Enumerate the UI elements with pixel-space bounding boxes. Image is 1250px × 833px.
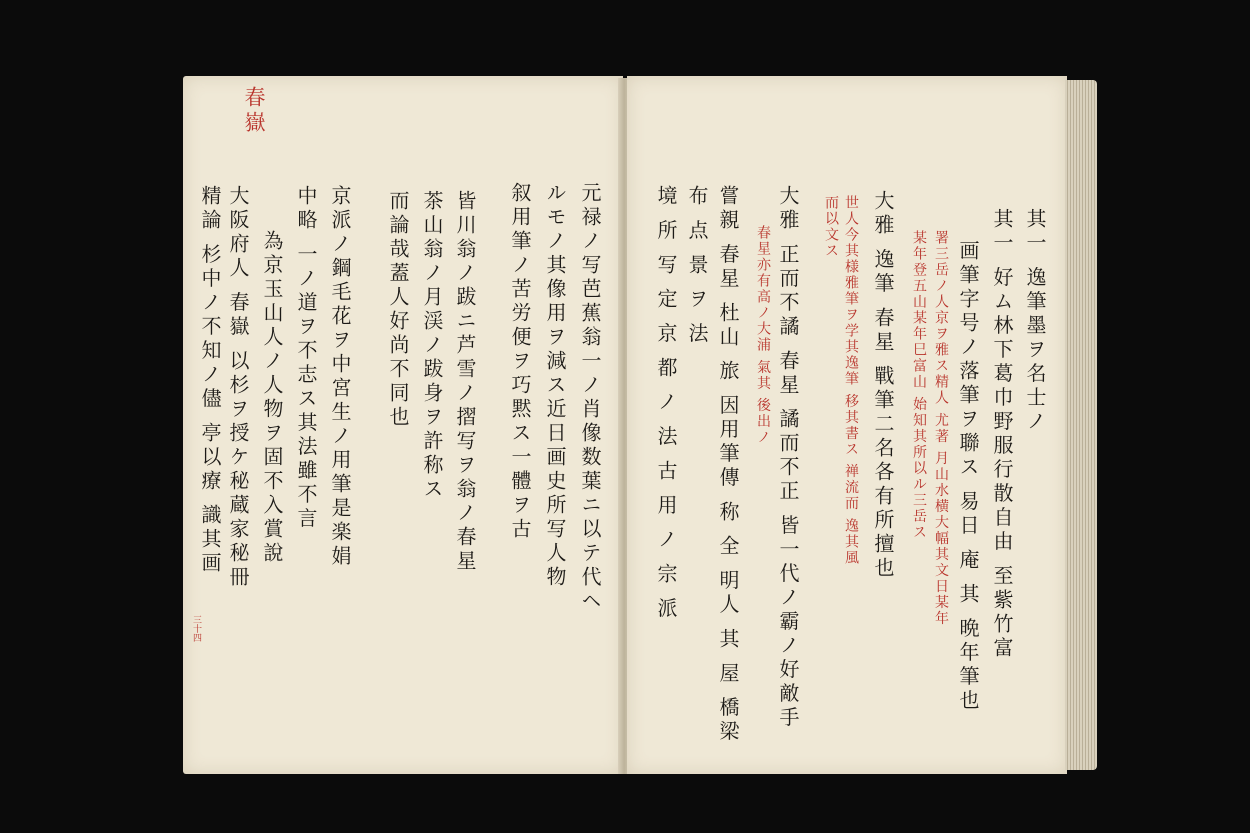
left-page-header: 春嶽 [242,86,266,136]
right-column-11: 嘗親 春星 杜山 旅 因用筆傳 称 全 明人 其 屋 橋梁 [716,185,740,745]
page-edges [1065,80,1097,770]
left-column-4: 皆川翁ノ跋ニ芦雪ノ摺写ヲ翁ノ春星 [453,190,477,574]
left-column-6: 而論哉蓋人好尚不同也 [386,190,410,430]
left-column-9: 為京玉山人ノ人物ヲ固不入賞說 [260,230,284,566]
left-column-5: 茶山翁ノ月渓ノ跋身ヲ許称ス [420,190,444,502]
left-column-10: 大阪府人 春嶽 以杉ヲ授ケ秘蔵家秘冊 [226,185,250,590]
left-column-11: 精論 杉中ノ不知ノ儘 亭以療 識其画 [198,185,222,577]
right-column-6: 大雅 逸筆 春星 戰筆二名各有所擅也 [871,190,895,582]
right-column-3: 画筆字号ノ落筆ヲ聯ス 易日 庵 其 晩年筆也 [956,240,980,714]
right-column-12: 布 点 景 ヲ 法 [685,185,709,347]
right-column-4-annotation: 署三岳ノ人京ヲ雅ス精人 尤著 月山水横大幅其文日某年 [933,230,949,627]
right-column-10-annotation: 春星亦有高ノ大浦 氣其 後出ノ [755,225,771,446]
page-number: 三十四 [191,615,201,642]
right-column-5-annotation: 某年登五山某年巳富山 始知其所以ル三岳ス [911,230,927,541]
left-column-8: 中略 一ノ道ヲ不志ス其法雖不言 [294,185,318,532]
left-column-2: ルモノ其像用ヲ減ス近日画史所写人物 [543,182,567,590]
right-column-7-annotation: 世人今其様雅筆ヲ学其逸筆 移其書ス 禅流而 逸其風 [843,195,859,567]
right-column-2: 其一 好ム林下葛巾野服行散自由 至紫竹富 [990,208,1014,661]
right-column-8-annotation: 而以文ス [823,195,839,259]
right-column-1: 其一 逸筆墨ヲ名士ノ [1023,208,1047,435]
left-column-3: 叙用筆ノ苦労便ヲ巧黙ス一體ヲ古 [508,182,532,542]
right-column-9: 大雅 正而不譎 春星 譎而不正 皆一代ノ霸ノ好敵手 [776,185,800,731]
left-column-1: 元禄ノ写芭蕉翁一ノ肖像数葉ニ以テ代ヘ [578,182,602,614]
right-column-13: 境 所 写 定 京 都 ノ 法 古 用 ノ 宗 派 [654,185,678,622]
left-column-7: 京派ノ鋼毛花ヲ中宮生ノ用筆是楽娟 [328,185,352,569]
